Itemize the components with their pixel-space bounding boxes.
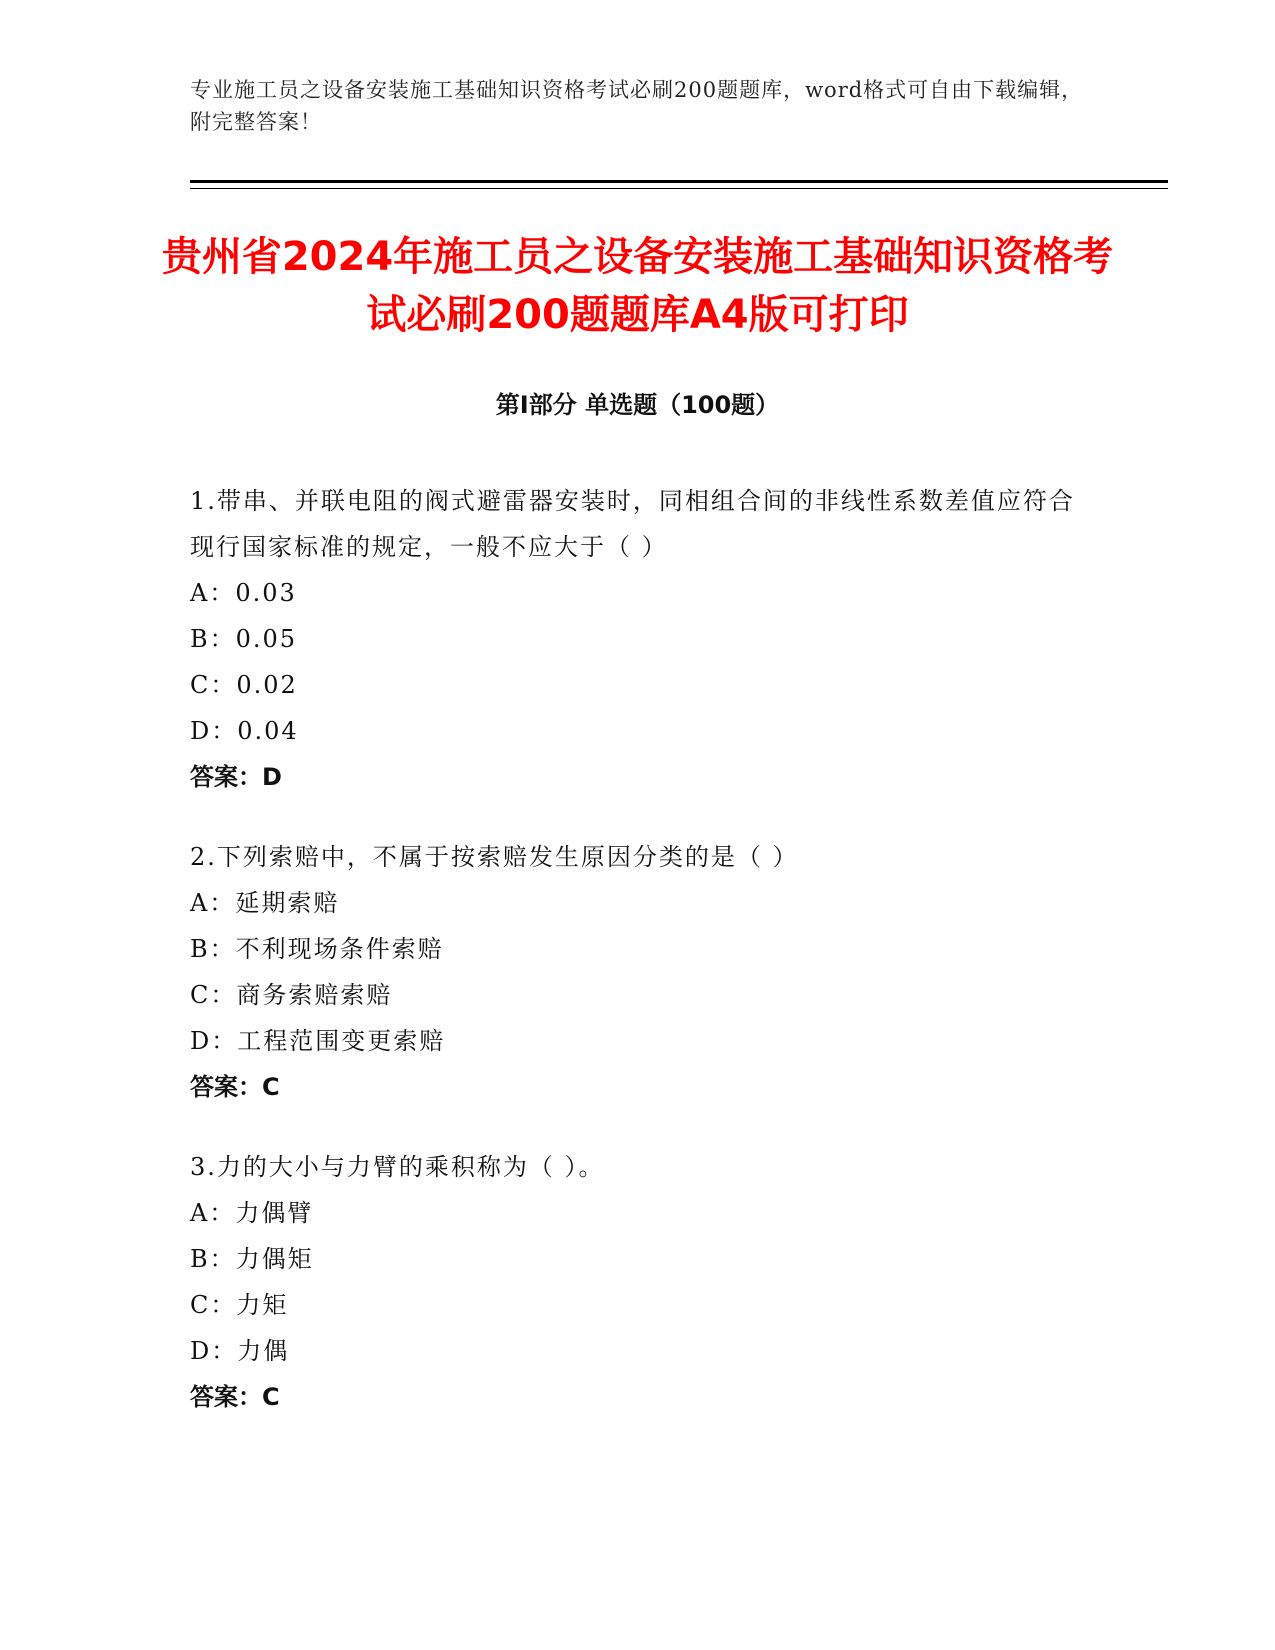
option-b: B：力偶矩 [190,1245,314,1273]
answer: 答案：D [190,763,282,791]
section-title: 第Ⅰ部分 单选题（100题） [495,391,780,419]
answer: 答案：C [190,1073,280,1101]
option-a: A：力偶臂 [190,1199,314,1227]
header-divider-thick [190,180,1168,183]
question-3 [190,1144,1080,1420]
answer: 答案：C [190,1383,280,1411]
option-b: B：不利现场条件索赔 [190,935,444,963]
header-note: 专业施工员之设备安装施工基础知识资格考试必刷200题题库，word格式可自由下载编辑，附完整答案！ [190,78,1084,134]
question-2 [190,834,1080,1110]
question-1 [190,478,1080,800]
question-stem: 2.下列索赔中，不属于按索赔发生原因分类的是（ ） [190,843,799,871]
document-title: 贵州省2024年施工员之设备安装施工基础知识资格考试必刷200题题库A4版可打印 [161,234,1114,338]
question-stem: 1.带串、并联电阻的阀式避雷器安装时，同相组合间的非线性系数差值应符合现行国家标准的规定，一般不应大于（ ） [190,487,1075,561]
question-stem: 3.力的大小与力臂的乘积称为（ ）。 [190,1153,605,1181]
option-b: B：0.05 [190,625,298,653]
option-d: D：力偶 [190,1337,290,1365]
option-d: D：工程范围变更索赔 [190,1027,446,1055]
option-a: A：0.03 [190,579,297,607]
option-c: C：商务索赔索赔 [190,981,393,1009]
option-c: C：0.02 [190,671,298,699]
question-list [190,478,1080,1454]
option-a: A：延期索赔 [190,889,340,917]
option-c: C：力矩 [190,1291,289,1319]
option-d: D：0.04 [190,717,299,745]
header-divider-thin [190,188,1168,189]
